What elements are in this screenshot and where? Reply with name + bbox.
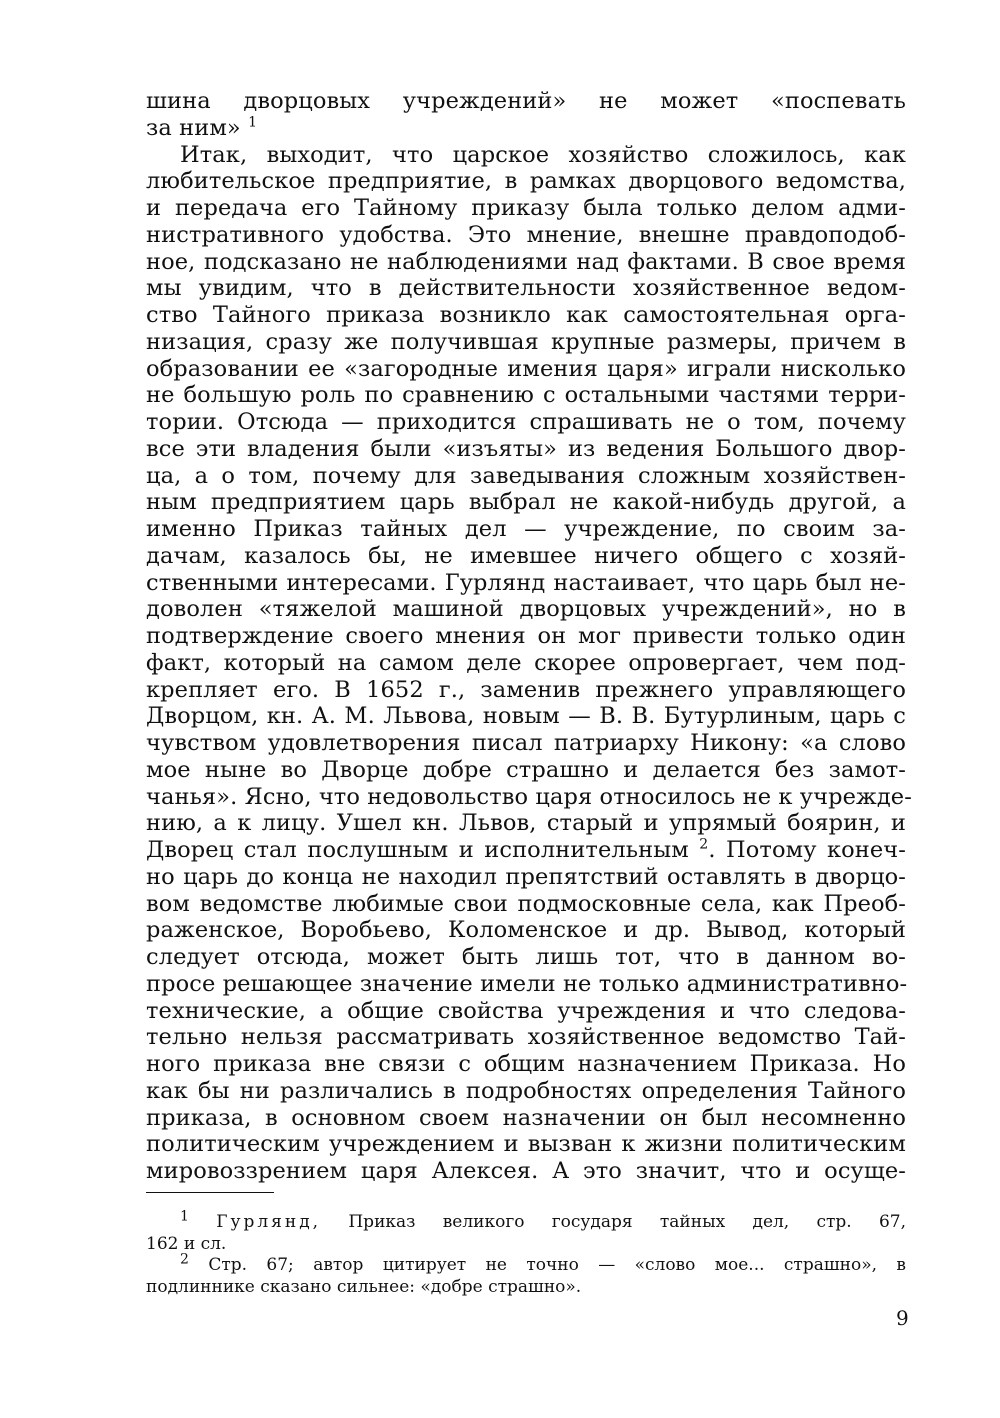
text-line: чувством удовлетворения писал патриарху Никону: «а слово	[146, 730, 906, 756]
text-line: крепляет его. В 1652 г., заменив прежнего управляющего	[146, 676, 906, 703]
text-line: просе решающее значение имели не только административно-	[146, 970, 908, 997]
text-line: технические, а общие свойства учреждения и что следова-	[146, 997, 906, 1024]
footnote-1-text: Приказ великого государя тайных дел, стр. 67,	[348, 1212, 907, 1232]
footnote-1	[146, 1208, 907, 1234]
footnotes-block	[146, 1208, 907, 1298]
text-line: факт, который на самом деле скорее опровергает, чем под-	[146, 649, 906, 676]
text-line: тории. Отсюда — приходится спрашивать не о том, почему	[146, 409, 906, 435]
text-line-tail: . Потому конеч-	[708, 837, 906, 863]
text-line: ственными интересами. Гурлянд настаивает, что царь был не-	[146, 569, 906, 596]
text-line: низация, сразу же получившая крупные размеры, причем в	[146, 328, 906, 355]
footnote-separator-rule	[146, 1192, 274, 1193]
text-line: дачам, казалось бы, не имевшее ничего общего с хозяй-	[146, 542, 906, 569]
text-line: ство Тайного приказа возникло как самостоятельная орга-	[146, 302, 906, 328]
text-line: доволен «тяжелой машиной дворцовых учреждений», но в	[146, 596, 906, 623]
text-line: именно Приказ тайных дел — учреждение, по своим за-	[146, 516, 906, 542]
text-line: нистративного удобства. Это мнение, внешне правдоподоб-	[146, 221, 906, 248]
page-number: 9	[896, 1306, 909, 1330]
text-line: как бы ни различались в подробностях определения Тайного	[146, 1077, 906, 1104]
text-line: не большую роль по сравнению с остальными частями терри-	[146, 382, 906, 409]
text-line: подтверждение своего мнения он мог привести только один	[146, 623, 906, 649]
text-line: тельно нельзя рассматривать хозяйственное ведомство Тай-	[146, 1024, 906, 1051]
text-line: ным предприятием царь выбрал не какой-нибудь другой, а	[146, 489, 906, 516]
text-line: мировоззрением царя Алексея. А это значит, что и осуще-	[146, 1158, 906, 1184]
text-line: Дворцом, кн. А. М. Львова, новым — В. В. Бутурлиным, царь с	[146, 703, 906, 730]
text-line	[146, 837, 906, 864]
text-line: образовании ее «загородные имения царя» играли нисколько	[146, 355, 906, 382]
footnote-1-continuation: 162 и сл.	[146, 1233, 227, 1254]
text-line: Итак, выходит, что царское хозяйство сложилось, как	[180, 141, 906, 168]
text-line: приказа, в основном своем назначении он был несомненно	[146, 1104, 906, 1131]
text-line: ного приказа вне связи с общим назначением Приказа. Но	[146, 1051, 906, 1077]
text-line: нию, а к лицу. Ушел кн. Львов, старый и упрямый боярин, и	[146, 810, 906, 837]
footnote-2	[146, 1251, 906, 1277]
text-line: вом ведомстве любимые свои подмосковные села, как Преоб-	[146, 890, 906, 917]
text-line: но царь до конца не находил препятствий оставлять в дворцо-	[146, 863, 906, 890]
text-line: мое ныне во Дворце добре страшно и делается без замот-	[146, 756, 906, 783]
text-line: шина дворцовых учреждений» не может «поспевать	[146, 88, 906, 114]
text-line-content: Дворец стал послушным и исполнительным	[146, 837, 700, 863]
main-text-block	[146, 88, 912, 1185]
text-line: раженское, Воробьево, Коломенское и др. Вывод, который	[146, 917, 906, 944]
text-line: любительское предприятие, в рамках дворцового ведомства,	[146, 168, 906, 195]
text-line: следует отсюда, может быть лишь тот, что в данном во-	[146, 944, 906, 970]
footnote-reference-1: 1	[248, 114, 258, 131]
text-line	[146, 115, 906, 142]
footnote-marker-2: 2	[180, 1251, 189, 1268]
text-line: мы увидим, что в действительности хозяйственное ведом-	[146, 275, 906, 302]
text-line: чанья». Ясно, что недовольство царя относилось не к учрежде-	[146, 783, 912, 810]
text-line-content: за ним»	[146, 114, 249, 141]
text-line: все эти владения были «изъяты» из ведения Большого двор-	[146, 435, 906, 462]
footnote-2-continuation: подлиннике сказано сильнее: «добре страшно».	[146, 1276, 582, 1297]
footnote-marker-1: 1	[180, 1208, 189, 1225]
text-line: политическим учреждением и вызван к жизни политическим	[146, 1131, 906, 1158]
text-line: и передача его Тайному приказу была только делом адми-	[146, 195, 906, 221]
text-line: ца, а о том, почему для заведывания сложным хозяйствен-	[146, 462, 906, 489]
text-line: ное, подсказано не наблюдениями над фактами. В свое время	[146, 248, 906, 275]
footnote-reference-2: 2	[699, 836, 709, 853]
footnote-author: Гурлянд,	[216, 1212, 322, 1232]
footnote-2-text: Стр. 67; автор цитирует не точно — «слово мое... страшно», в	[208, 1255, 906, 1275]
